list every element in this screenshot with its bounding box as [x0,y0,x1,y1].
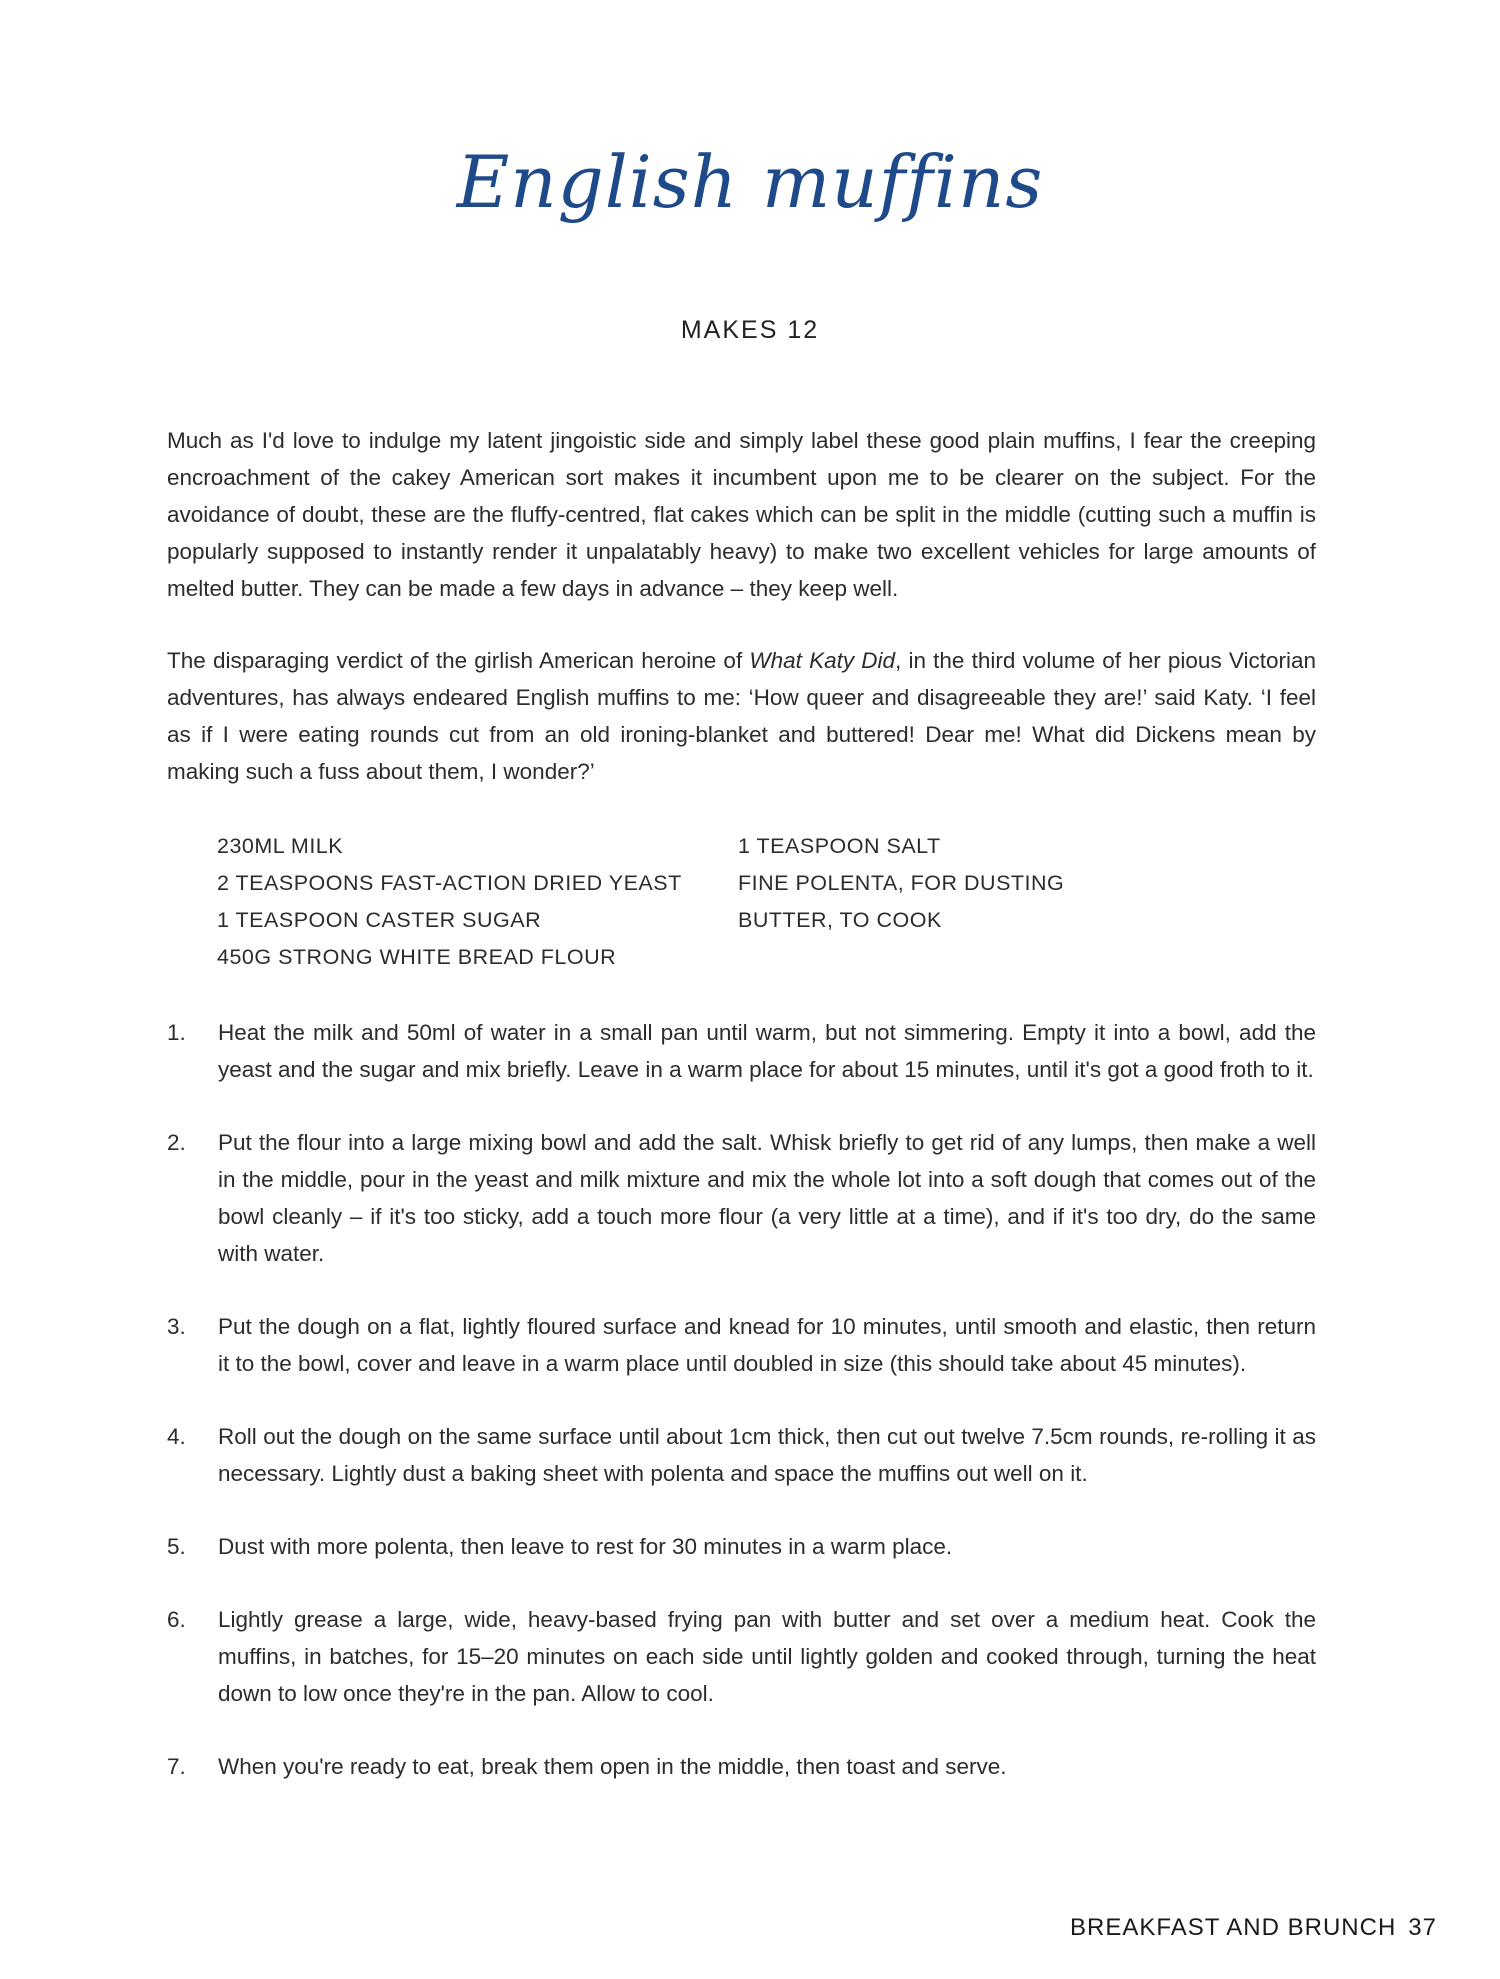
page-footer [1070,1914,1437,1942]
method-step [167,1528,1316,1565]
ingredient-item: 1 TEASPOON CASTER SUGAR [217,908,542,932]
intro-text-after-title: , in the third volume of her pious Victorian adventures, has always endeared English muffins to me: ‘How queer and disagreeable they are!’ said Katy. ‘I feel as if I were eating rounds cut from an old ironing-blanket and buttered! Dear me! What did Dickens mean by making such a fuss about them, I wonder?’ [167,648,1317,784]
step-number: 7. [167,1754,186,1779]
method-step [167,1748,1316,1785]
ingredient-item: 1 TEASPOON SALT [738,834,941,858]
ingredients-column-right [738,828,1188,939]
ingredient-item: FINE POLENTA, FOR DUSTING [738,871,1065,895]
recipe-title: English muffins [456,140,1044,224]
step-text: Lightly grease a large, wide, heavy-based frying pan with butter and set over a medium heat. Cook the muffins, in batches, for 15–20 minutes on each side until lightly golden and cooked through, turning the heat down to low once they're in the pan. Allow to cool. [218,1607,1316,1706]
recipe-yield: MAKES 12 [680,316,820,344]
method-step [167,1014,1316,1088]
intro-text-before-title: The disparaging verdict of the girlish American heroine of [167,648,750,673]
step-number: 3. [167,1314,186,1339]
step-number: 5. [167,1534,186,1559]
method-step [167,1308,1316,1382]
section-name: BREAKFAST AND BRUNCH [1070,1914,1397,1941]
intro-paragraph-1: Much as I'd love to indulge my latent jingoistic side and simply label these good plain muffins, I fear the creeping encroachment of the cakey American sort makes it incumbent upon me to be clearer on the subject. For the avoidance of doubt, these are the fluffy-centred, flat cakes which can be split in the middle (cutting such a muffin is popularly supposed to instantly render it unpalatably heavy) to make two excellent vehicles for large amounts of melted butter. They can be made a few days in advance – they keep well. [167,428,1316,601]
step-text: Put the dough on a flat, lightly floured surface and knead for 10 minutes, until smooth and elastic, then return it to the bowl, cover and leave in a warm place until doubled in size (this should take about 45 minutes). [218,1314,1316,1376]
ingredient-item: 450G STRONG WHITE BREAD FLOUR [217,945,617,969]
step-text: Roll out the dough on the same surface until about 1cm thick, then cut out twelve 7.5cm rounds, re-rolling it as necessary. Lightly dust a baking sheet with polenta and space the muffins out well on it. [218,1424,1316,1486]
ingredient-item: 230ML MILK [217,834,344,858]
ingredient-item: 2 TEASPOONS FAST-ACTION DRIED YEAST [217,871,682,895]
method-step [167,1418,1316,1492]
step-text: Heat the milk and 50ml of water in a small pan until warm, but not simmering. Empty it into a bowl, add the yeast and the sugar and mix briefly. Leave in a warm place for about 15 minutes, until it's got a good froth to it. [218,1020,1316,1082]
method-step [167,1124,1316,1272]
step-number: 6. [167,1607,186,1632]
method-steps [167,1014,1316,1821]
step-number: 1. [167,1020,186,1045]
page-number: 37 [1408,1914,1437,1941]
step-text: When you're ready to eat, break them open in the middle, then toast and serve. [218,1754,1007,1779]
step-text: Dust with more polenta, then leave to rest for 30 minutes in a warm place. [218,1534,953,1559]
intro-paragraph-2 [167,642,1316,790]
book-title: What Katy Did [749,648,896,673]
step-number: 4. [167,1424,186,1449]
ingredient-item: BUTTER, TO COOK [738,908,942,932]
method-step [167,1601,1316,1712]
step-text: Put the flour into a large mixing bowl and add the salt. Whisk briefly to get rid of any lumps, then make a well in the middle, pour in the yeast and milk mixture and mix the whole lot into a soft dough that comes out of the bowl cleanly – if it's too sticky, add a touch more flour (a very little at a time), and if it's too dry, do the same with water. [218,1130,1316,1266]
step-number: 2. [167,1130,186,1155]
ingredients-column-left [217,828,717,976]
